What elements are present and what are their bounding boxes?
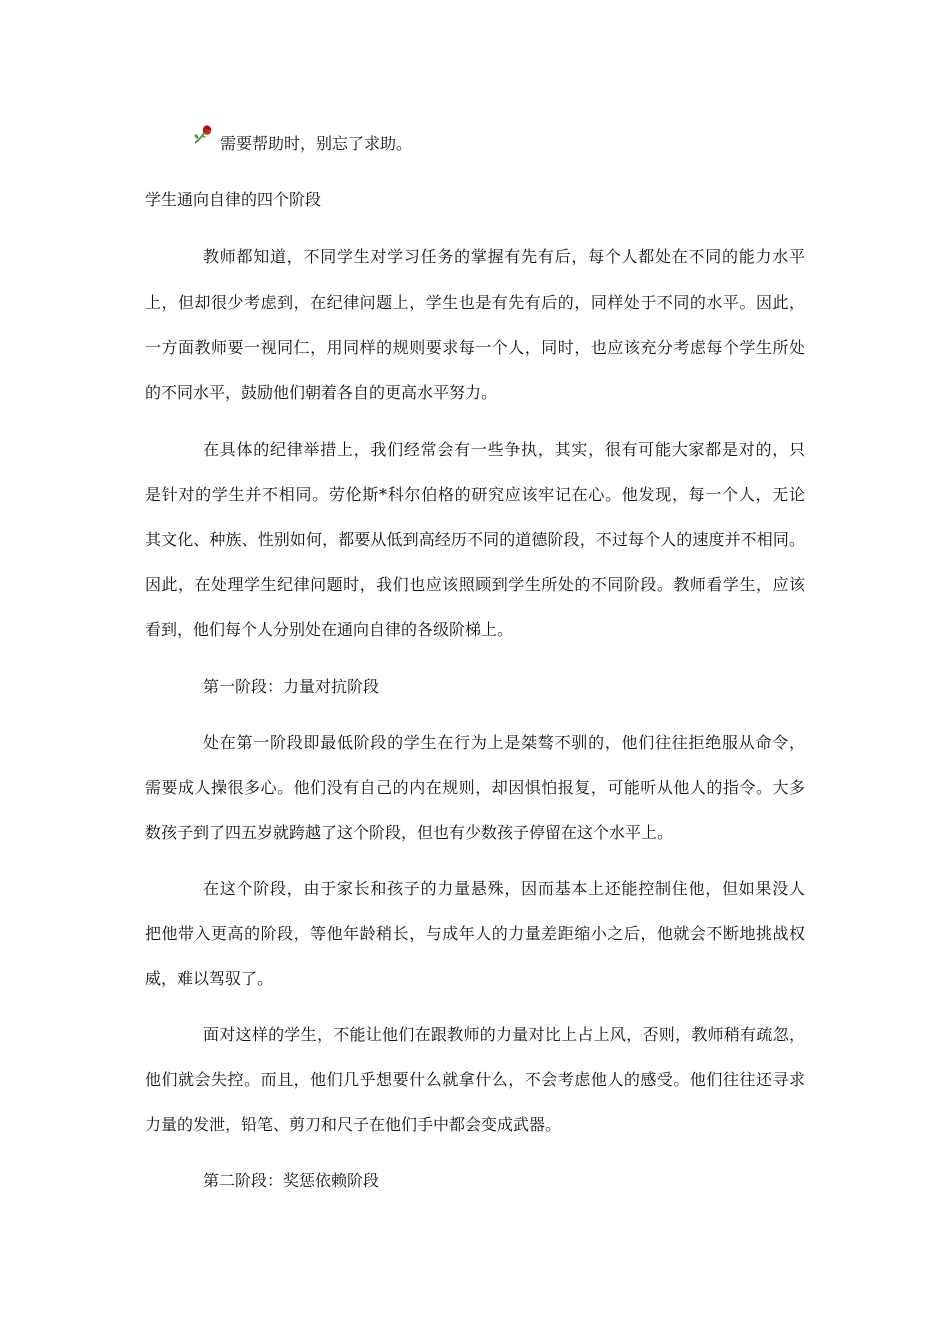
paragraph-line: 教师都知道，不同学生对学习任务的掌握有先有后，每个人都处在不同的能力水平 bbox=[203, 247, 805, 266]
rose-icon bbox=[192, 124, 214, 146]
stage-2-heading: 第二阶段：奖惩依赖阶段 bbox=[203, 1171, 380, 1190]
paragraph-line: 处在第一阶段即最低阶段的学生在行为上是桀骜不驯的，他们往往拒绝服从命令， bbox=[203, 733, 805, 752]
stage-1-heading: 第一阶段：力量对抗阶段 bbox=[203, 677, 380, 696]
paragraph-line: 在这个阶段，由于家长和孩子的力量悬殊，因而基本上还能控制住他，但如果没人 bbox=[203, 879, 805, 898]
paragraph-line: 其文化、种族、性别如何，都要从低到高经历不同的道德阶段，不过每个人的速度并不相同。 bbox=[145, 530, 805, 549]
paragraph-line: 一方面教师要一视同仁，用同样的规则要求每一个人，同时，也应该充分考虑每个学生所处 bbox=[145, 338, 805, 357]
section-title: 学生通向自律的四个阶段 bbox=[145, 190, 322, 209]
tip-text: 需要帮助时，别忘了求助。 bbox=[220, 134, 413, 153]
paragraph-line: 上，但却很少考虑到，在纪律问题上，学生也是有先有后的，同样处于不同的水平。因此， bbox=[145, 293, 805, 312]
paragraph-line: 需要成人操很多心。他们没有自己的内在规则，却因惧怕报复，可能听从他人的指令。大多 bbox=[145, 778, 805, 797]
paragraph-line: 力量的发泄，铅笔、剪刀和尺子在他们手中都会变成武器。 bbox=[145, 1115, 562, 1134]
paragraph-line: 威，难以驾驭了。 bbox=[145, 969, 274, 988]
paragraph-line: 他们就会失控。而且，他们几乎想要什么就拿什么，不会考虑他人的感受。他们往往还寻求 bbox=[145, 1070, 805, 1089]
paragraph-line: 数孩子到了四五岁就跨越了这个阶段，但也有少数孩子停留在这个水平上。 bbox=[145, 823, 674, 842]
paragraph-line: 的不同水平，鼓励他们朝着各自的更高水平努力。 bbox=[145, 383, 498, 402]
paragraph-line: 看到，他们每个人分别处在通向自律的各级阶梯上。 bbox=[145, 620, 514, 639]
paragraph-line: 把他带入更高的阶段，等他年龄稍长，与成年人的力量差距缩小之后，他就会不断地挑战权 bbox=[145, 924, 805, 943]
paragraph-line: 是针对的学生并不相同。劳伦斯*科尔伯格的研究应该牢记在心。他发现，每一个人，无论 bbox=[145, 485, 805, 504]
paragraph-line: 面对这样的学生，不能让他们在跟教师的力量对比上占上风，否则，教师稍有疏忽， bbox=[203, 1025, 805, 1044]
paragraph-line: 在具体的纪律举措上，我们经常会有一些争执，其实，很有可能大家都是对的，只 bbox=[203, 440, 805, 459]
paragraph-line: 因此，在处理学生纪律问题时，我们也应该照顾到学生所处的不同阶段。教师看学生，应该 bbox=[145, 575, 805, 594]
